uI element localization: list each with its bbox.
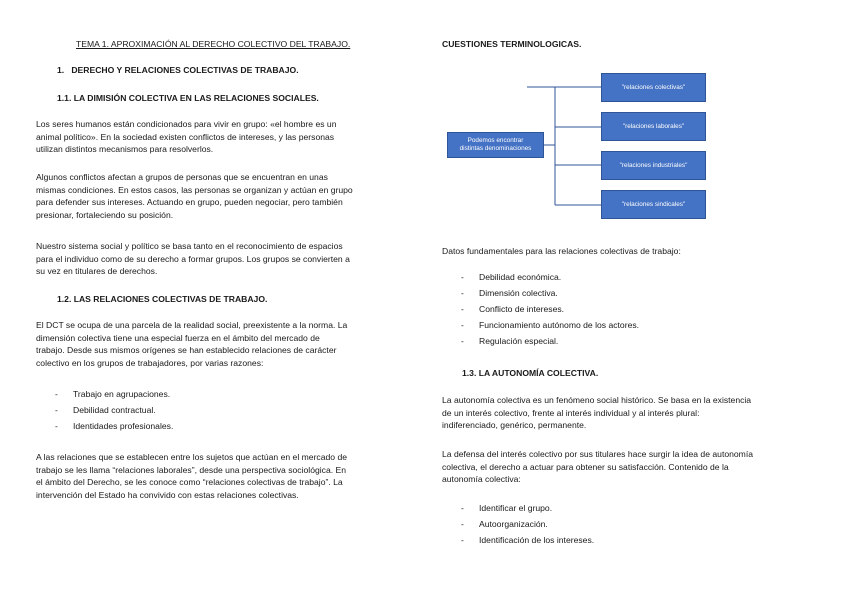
- text-line: El DCT se ocupa de una parcela de la realidad social, preexistente a la norma. La: [36, 320, 348, 330]
- diagram-target-box: "relaciones laborales": [601, 112, 706, 141]
- text-line: Algunos conflictos afectan a grupos de personas que se encuentran en unas: [36, 172, 328, 182]
- paragraph-4: [36, 319, 347, 369]
- text-line: colectiva, el derecho a actuar para obtener su satisfacción. Contenido de la: [442, 461, 729, 472]
- text-line: Nuestro sistema social y político se basa tanto en el reconocimiento de espacios: [36, 241, 343, 251]
- contenido-list: [461, 502, 594, 550]
- section-heading-1-3: 1.3. LA AUTONOMÍA COLECTIVA.: [462, 368, 599, 378]
- text-line: su vez en titulares de derechos.: [36, 266, 158, 277]
- list-item: - Identificación de los intereses.: [461, 534, 594, 550]
- text-line: el ámbito del Derecho, se les conoce como “relaciones colectivas de trabajo”. La: [36, 477, 343, 488]
- datos-list: [461, 271, 639, 351]
- list-item: - Trabajo en agrupaciones.: [55, 388, 173, 404]
- text-line: de un interés colectivo, frente al interés individual y al interés plural:: [442, 407, 700, 418]
- text-line: utilizan distintos mecanismos para resolverlos.: [36, 144, 214, 155]
- diagram-target-box: "relaciones sindicales": [601, 190, 706, 219]
- section-heading-1-2: 1.2. LAS RELACIONES COLECTIVAS DE TRABAJO.: [57, 294, 268, 304]
- text-line: intervención del Estado ha convivido con estas relaciones colectivas.: [36, 489, 299, 500]
- section-heading-1-1: 1.1. LA DIMISIÓN COLECTIVA EN LAS RELACIONES SOCIALES.: [57, 93, 319, 103]
- text-line: para el individuo como de su derecho a formar grupos. Los grupos se convierten a: [36, 253, 350, 264]
- list-item: - Debilidad contractual.: [55, 404, 173, 420]
- reasons-list: [55, 388, 173, 436]
- paragraph-7: [442, 448, 753, 486]
- paragraph-6: [442, 394, 751, 432]
- list-item: - Identificar el grupo.: [461, 502, 594, 518]
- text-line: indiferenciado, genérico, permanente.: [442, 420, 587, 431]
- text-line: La defensa del interés colectivo por sus titulares hace surgir la idea de autonomía: [442, 449, 753, 459]
- text-line: Los seres humanos están condicionados para vivir en grupo: «el hombre es un: [36, 119, 337, 129]
- diagram-source-box: [447, 132, 544, 158]
- diagram-target-box: "relaciones colectivas": [601, 73, 706, 102]
- paragraph-2: [36, 171, 353, 221]
- paragraph-1: [36, 118, 336, 156]
- list-item: - Autoorganización.: [461, 518, 594, 534]
- diagram-source-line: Podemos encontrar: [467, 137, 524, 144]
- list-item: - Regulación especial.: [461, 335, 639, 351]
- list-item: - Debilidad económica.: [461, 271, 639, 287]
- text-line: animal político». En la sociedad existen conflictos de intereses, y las personas: [36, 131, 335, 142]
- diagram-target-box: "relaciones industriales": [601, 151, 706, 180]
- text-line: colectivo en los grupos de trabajadores, por varias razones:: [36, 357, 264, 368]
- text-line: trabajo se les llama “relaciones laborales”, desde una perspectiva sociológica. En: [36, 464, 347, 475]
- text-line: mismas condiciones. En estos casos, las personas se organizan y actúan en grupo: [36, 184, 353, 195]
- datos-intro: Datos fundamentales para las relaciones colectivas de trabajo:: [442, 246, 681, 256]
- text-line: autonomía colectiva:: [442, 474, 521, 485]
- list-item: - Identidades profesionales.: [55, 420, 173, 436]
- list-item: - Funcionamiento autónomo de los actores.: [461, 319, 639, 335]
- text-line: La autonomía colectiva es un fenómeno social histórico. Se basa en la existencia: [442, 395, 752, 405]
- paragraph-5: [36, 451, 347, 501]
- text-line: presionar, fortaleciendo su posición.: [36, 209, 174, 220]
- list-item: - Conflicto de intereses.: [461, 303, 639, 319]
- paragraph-3: [36, 240, 350, 278]
- document-title: TEMA 1. APROXIMACIÓN AL DERECHO COLECTIVO DEL TRABAJO.: [76, 39, 351, 49]
- text-line: para defender sus intereses. Actuando en grupo, pueden negociar, pero también: [36, 197, 343, 208]
- text-line: A las relaciones que se establecen entre los sujetos que actúan en el mercado de: [36, 452, 348, 462]
- section-heading-1: 1. DERECHO Y RELACIONES COLECTIVAS DE TRABAJO.: [57, 65, 299, 75]
- text-line: trabajo. Desde sus mismos orígenes se han establecido relaciones de carácter: [36, 345, 337, 356]
- list-item: - Dimensión colectiva.: [461, 287, 639, 303]
- terminology-diagram: [447, 70, 717, 225]
- diagram-source-line: distintas denominaciones: [459, 145, 532, 152]
- text-line: dimensión colectiva tiene una especial fuerza en el ámbito del mercado de: [36, 332, 320, 343]
- terminology-heading: CUESTIONES TERMINOLOGICAS.: [442, 39, 582, 49]
